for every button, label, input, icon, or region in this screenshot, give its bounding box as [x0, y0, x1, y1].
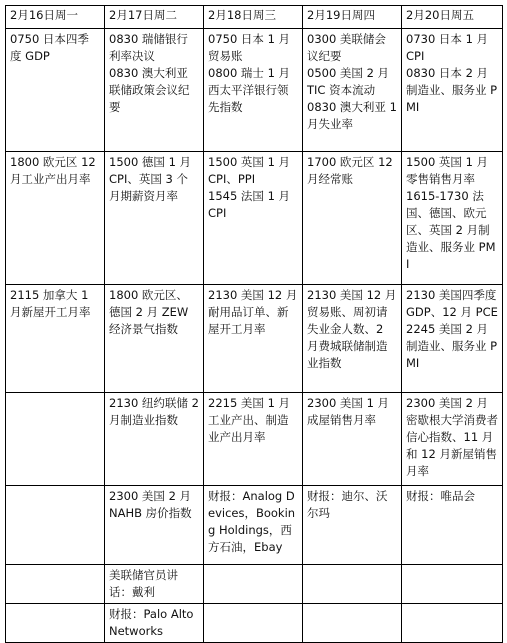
event-text: 2130 美国四季度 GDP、12 月 PCE	[406, 288, 498, 319]
event-cell-monday	[6, 393, 105, 486]
event-cell-thursday	[303, 604, 402, 643]
event-text: 美联储官员讲话：戴利	[109, 568, 178, 599]
header-monday: 2月16日周一	[6, 6, 105, 29]
event-text: 0800 瑞士 1 月西太平洋银行领先指数	[208, 66, 291, 114]
event-text: 1800 欧元区、德国 2 月 ZEW 经济景气指数	[109, 288, 189, 336]
event-text: 0750 日本四季度 GDP	[10, 32, 89, 63]
event-cell-thursday	[303, 285, 402, 393]
event-text: 2130 美国 12 月贸易账、周初请失业金人数、2 月费城联储制造业指数	[307, 288, 397, 370]
event-cell-friday	[402, 486, 503, 565]
event-cell-friday	[402, 604, 503, 643]
event-text: 财报：迪尔、沃尔玛	[307, 489, 388, 520]
event-text: 0500 美国 2 月 TIC 资本流动	[307, 66, 390, 97]
event-cell-thursday	[303, 29, 402, 152]
event-cell-friday	[402, 285, 503, 393]
event-cell-monday	[6, 565, 105, 604]
event-cell-wednesday	[204, 152, 303, 285]
header-thursday: 2月19日周四	[303, 6, 402, 29]
event-cell-wednesday	[204, 29, 303, 152]
event-text: 1800 欧元区 12 月工业产出月率	[10, 155, 96, 186]
event-text: 2300 美国 2 月密歇根大学消费者信心指数、11 月和 12 月新屋销售月率	[406, 396, 498, 478]
event-cell-thursday	[303, 565, 402, 604]
event-cell-monday	[6, 152, 105, 285]
table-row	[6, 604, 503, 643]
event-text: 2300 美国 2 月 NAHB 房价指数	[109, 489, 192, 520]
event-text: 财报：唯品会	[406, 489, 475, 503]
event-text: 1500 英国 1 月零售销售月率	[406, 155, 489, 186]
event-cell-monday	[6, 285, 105, 393]
event-cell-tuesday	[105, 565, 204, 604]
event-text: 0830 瑞储银行利率决议	[109, 32, 188, 63]
event-text: 0830 日本 2 月制造业、服务业 PMI	[406, 66, 498, 114]
event-text: 2115 加拿大 1 月新屋开工月率	[10, 288, 91, 319]
event-text: 1615-1730 法国、德国、欧元区、英国 2 月制造业、服务业 PMI	[406, 189, 496, 271]
event-cell-thursday	[303, 486, 402, 565]
header-wednesday: 2月18日周三	[204, 6, 303, 29]
table-row	[6, 152, 503, 285]
event-cell-friday	[402, 152, 503, 285]
event-text: 2130 美国 12 月耐用品订单、新屋开工月率	[208, 288, 298, 336]
event-text: 财报：Analog Devices，Booking Holdings，西方石油，Ebay	[208, 489, 296, 554]
event-text: 1700 欧元区 12 月经常账	[307, 155, 393, 186]
header-row	[6, 6, 503, 29]
table-row	[6, 29, 503, 152]
event-text: 1545 法国 1 月 CPI	[208, 189, 291, 220]
event-cell-tuesday	[105, 393, 204, 486]
event-cell-wednesday	[204, 604, 303, 643]
event-text: 财报：Palo Alto Networks	[109, 607, 194, 638]
event-text: 2215 美国 1 月工业产出、制造业产出月率	[208, 396, 291, 444]
event-text: 2130 纽约联储 2 月制造业指数	[109, 396, 199, 427]
event-cell-friday	[402, 565, 503, 604]
event-cell-wednesday	[204, 285, 303, 393]
event-cell-tuesday	[105, 152, 204, 285]
event-text: 1500 德国 1 月 CPI、英国 3 个月期薪资月率	[109, 155, 192, 203]
event-cell-friday	[402, 29, 503, 152]
event-text: 2300 美国 1 月成屋销售月率	[307, 396, 390, 427]
table-row	[6, 565, 503, 604]
event-text: 0300 美联储会议纪要	[307, 32, 386, 63]
event-cell-monday	[6, 486, 105, 565]
event-cell-friday	[402, 393, 503, 486]
calendar-body	[6, 29, 503, 643]
event-cell-tuesday	[105, 604, 204, 643]
event-cell-tuesday	[105, 486, 204, 565]
economic-calendar-table	[5, 5, 503, 643]
event-text: 1500 英国 1 月 CPI、PPI	[208, 155, 291, 186]
event-text: 0730 日本 1 月 CPI	[406, 32, 489, 63]
event-text: 0750 日本 1 月贸易账	[208, 32, 291, 63]
event-cell-wednesday	[204, 565, 303, 604]
event-cell-monday	[6, 29, 105, 152]
header-tuesday: 2月17日周二	[105, 6, 204, 29]
table-row	[6, 285, 503, 393]
header-friday: 2月20日周五	[402, 6, 503, 29]
event-cell-wednesday	[204, 393, 303, 486]
event-text: 2245 美国 2 月制造业、服务业 PMI	[406, 322, 498, 370]
table-row	[6, 486, 503, 565]
event-cell-thursday	[303, 393, 402, 486]
table-row	[6, 393, 503, 486]
event-cell-monday	[6, 604, 105, 643]
event-text: 0830 澳大利亚联储政策会议纪要	[109, 66, 190, 114]
event-cell-wednesday	[204, 486, 303, 565]
event-cell-thursday	[303, 152, 402, 285]
event-cell-tuesday	[105, 29, 204, 152]
event-cell-tuesday	[105, 285, 204, 393]
event-text: 0830 澳大利亚 1 月失业率	[307, 100, 397, 131]
